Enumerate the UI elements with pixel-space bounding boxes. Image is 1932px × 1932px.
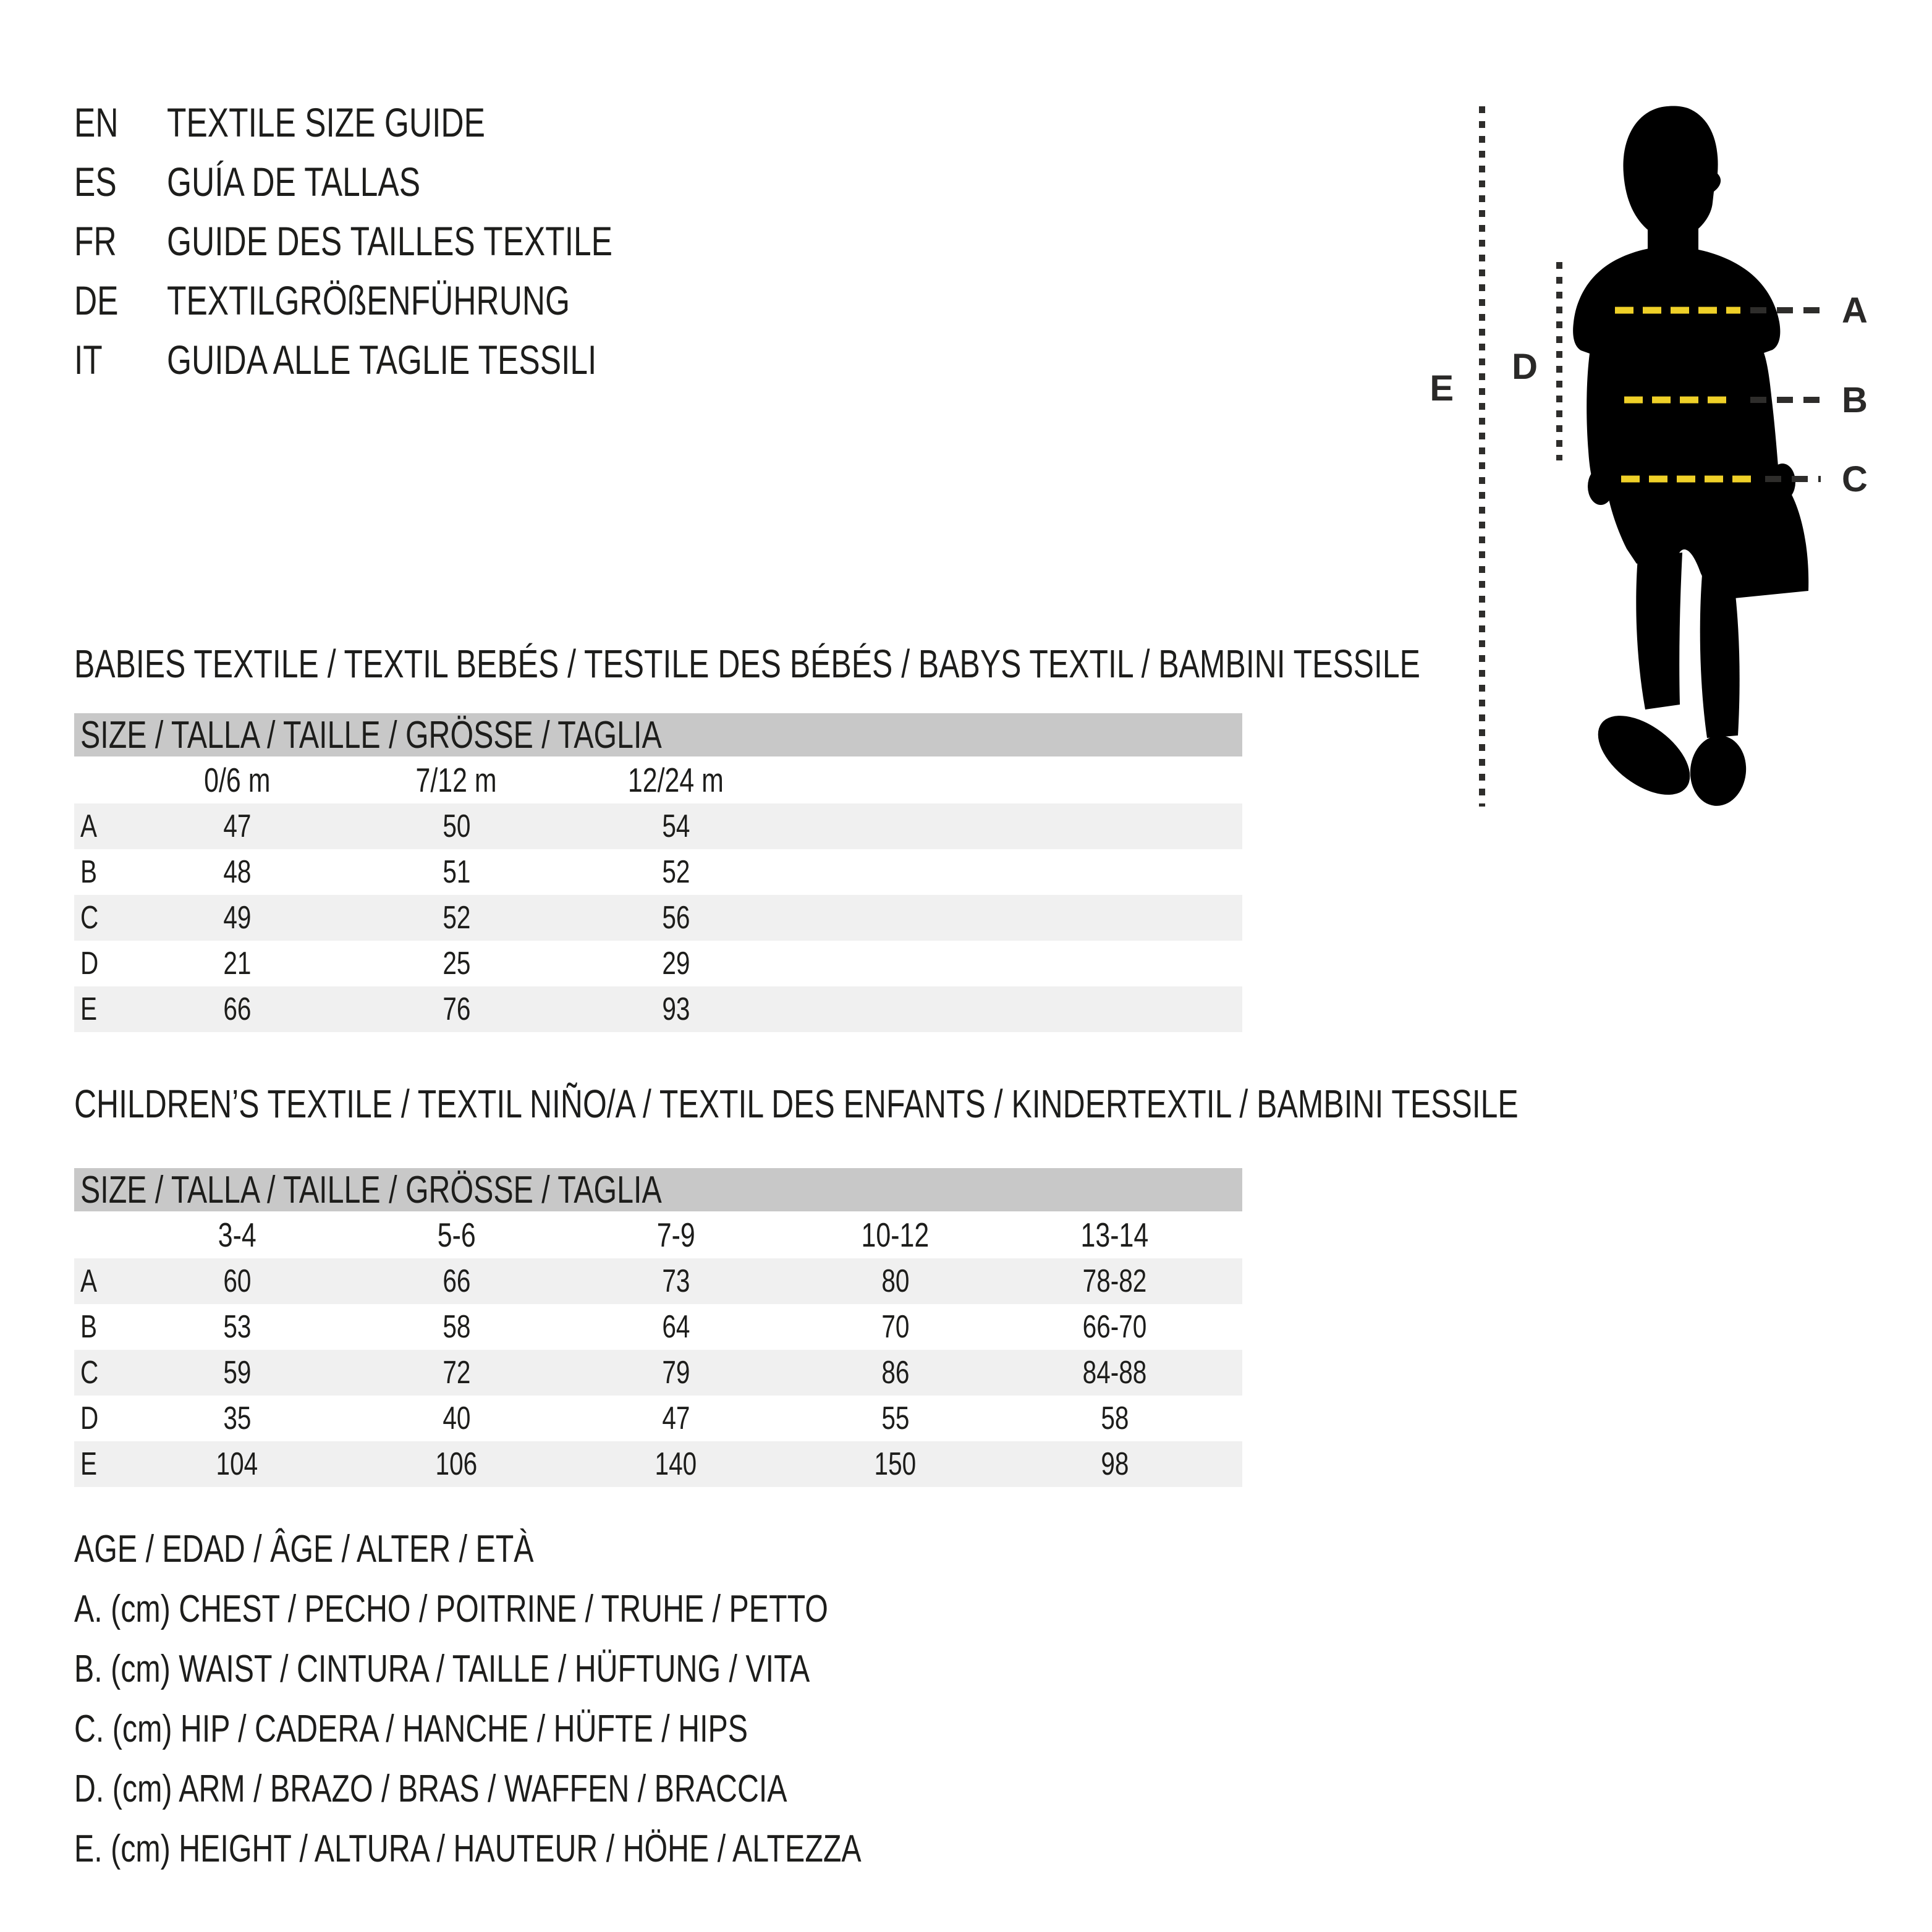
row-label xyxy=(74,945,127,982)
column-header-cell-text: 0/6 m xyxy=(203,761,271,799)
legend-row-text: D. (cm) ARM / BRAZO / BRAS / WAFFEN / BRACCIA xyxy=(74,1768,787,1810)
cell-value xyxy=(566,1263,786,1300)
cell-value-text: 64 xyxy=(661,1309,690,1345)
cell-value-text: 56 xyxy=(661,900,690,936)
row-label-text: C xyxy=(80,1355,99,1391)
legend-row xyxy=(74,1639,1083,1699)
language-code xyxy=(74,99,167,146)
cell-value xyxy=(127,854,347,891)
column-header-row xyxy=(74,1211,1242,1258)
column-header-cell xyxy=(566,760,786,800)
column-header-cell xyxy=(127,760,347,800)
size-header-label: SIZE / TALLA / TAILLE / GRÖSSE / TAGLIA xyxy=(80,1168,662,1211)
cell-value-text: 49 xyxy=(222,900,252,936)
babies-section-heading xyxy=(74,642,1800,686)
cell-value xyxy=(566,991,786,1028)
language-code-text: EN xyxy=(74,100,119,145)
cell-value xyxy=(786,1400,1005,1437)
column-header-cell-text: 7-9 xyxy=(656,1216,695,1254)
language-row xyxy=(74,271,738,330)
legend-row-text: C. (cm) HIP / CADERA / HANCHE / HÜFTE / HIPS xyxy=(74,1708,748,1750)
cell-value-text: 58 xyxy=(1100,1400,1129,1436)
table-row xyxy=(74,1350,1242,1396)
cell-value-text: 140 xyxy=(655,1446,697,1482)
legend-row xyxy=(74,1579,1083,1639)
waist-line-label: B xyxy=(1842,380,1868,420)
language-code xyxy=(74,158,167,205)
cell-value-text: 50 xyxy=(442,808,471,844)
silhouette-torso xyxy=(1573,246,1780,490)
cell-value-text: 47 xyxy=(661,1400,690,1436)
cell-value-text: 104 xyxy=(216,1446,258,1482)
language-title-text: GUIDE DES TAILLES TEXTILE xyxy=(167,218,612,264)
cell-value xyxy=(127,945,347,982)
cell-value xyxy=(347,808,566,845)
language-title-text: GUIDA ALLE TAGLIE TESSILI xyxy=(167,337,597,383)
column-header-cell-text: 3-4 xyxy=(218,1216,256,1254)
cell-value xyxy=(127,1308,347,1345)
language-title xyxy=(167,158,492,205)
cell-value-text: 60 xyxy=(222,1263,252,1299)
language-list xyxy=(74,93,738,389)
cell-value xyxy=(127,1263,347,1300)
language-title-text: GUÍA DE TALLAS xyxy=(167,159,421,205)
cell-value-text: 25 xyxy=(442,946,471,981)
cell-value xyxy=(347,899,566,936)
cell-value-text: 47 xyxy=(222,808,252,844)
cell-value-text: 76 xyxy=(442,991,471,1027)
row-label-text: D xyxy=(80,1400,99,1436)
size-header-label: SIZE / TALLA / TAILLE / GRÖSSE / TAGLIA xyxy=(80,713,662,756)
language-code-text: IT xyxy=(74,337,103,383)
silhouette-left-shoe xyxy=(1584,700,1704,811)
cell-value-text: 80 xyxy=(881,1263,910,1299)
table-row xyxy=(74,1258,1242,1304)
table-row xyxy=(74,803,1242,849)
cell-value xyxy=(1005,1400,1224,1437)
language-code-text: FR xyxy=(74,218,117,264)
cell-value-text: 66 xyxy=(222,991,252,1027)
cell-value xyxy=(786,1354,1005,1391)
cell-value xyxy=(1005,1308,1224,1345)
language-code xyxy=(74,277,167,324)
row-label xyxy=(74,1400,127,1437)
column-header-cell-text: 12/24 m xyxy=(627,761,724,799)
language-code-text: ES xyxy=(74,159,117,205)
column-header-cell xyxy=(127,1215,347,1255)
cell-value-text: 70 xyxy=(881,1309,910,1345)
children-table-rows xyxy=(74,1211,1242,1487)
cell-value-text: 52 xyxy=(442,900,471,936)
table-row xyxy=(74,895,1242,941)
cell-value xyxy=(566,854,786,891)
legend-row-text: AGE / EDAD / ÂGE / ALTER / ETÀ xyxy=(74,1528,534,1570)
cell-value-text: 35 xyxy=(222,1400,252,1436)
row-label-text: A xyxy=(80,1263,98,1299)
cell-value-text: 93 xyxy=(661,991,690,1027)
cell-value xyxy=(127,991,347,1028)
cell-value xyxy=(127,1354,347,1391)
cell-value-text: 66-70 xyxy=(1082,1309,1147,1345)
legend-row xyxy=(74,1699,1083,1759)
cell-value-text: 78-82 xyxy=(1082,1263,1147,1299)
size-header-bar xyxy=(74,713,1242,756)
cell-value-text: 150 xyxy=(874,1446,917,1482)
row-label xyxy=(74,899,127,936)
legend-row xyxy=(74,1519,1083,1579)
legend-row-text: E. (cm) HEIGHT / ALTURA / HAUTEUR / HÖHE / ALTEZZA xyxy=(74,1828,862,1870)
cell-value-text: 72 xyxy=(442,1355,471,1391)
language-row xyxy=(74,93,738,152)
legend-row xyxy=(74,1759,1083,1819)
column-header-cell xyxy=(347,760,566,800)
hip-line-label: C xyxy=(1842,459,1868,499)
row-label-text: D xyxy=(80,946,99,981)
table-row xyxy=(74,941,1242,986)
row-label-text: E xyxy=(80,1446,98,1482)
language-title xyxy=(167,218,738,265)
table-row xyxy=(74,1441,1242,1487)
row-label-text: E xyxy=(80,991,98,1027)
row-label xyxy=(74,1308,127,1345)
cell-value xyxy=(566,1400,786,1437)
row-label xyxy=(74,991,127,1028)
language-code xyxy=(74,218,167,265)
babies-heading-text: BABIES TEXTILE / TEXTIL BEBÉS / TESTILE DES BÉBÉS / BABYS TEXTIL / BAMBINI TESSILE xyxy=(74,642,1420,686)
cell-value xyxy=(566,945,786,982)
cell-value-text: 21 xyxy=(222,946,252,981)
legend-row xyxy=(74,1819,1083,1879)
children-heading-text: CHILDREN’S TEXTILE / TEXTIL NIÑO/A / TEXTIL DES ENFANTS / KINDERTEXTIL / BAMBINI TESSILE xyxy=(74,1082,1519,1126)
cell-value-text: 29 xyxy=(661,946,690,981)
cell-value xyxy=(347,1354,566,1391)
column-header-cell-text: 7/12 m xyxy=(415,761,498,799)
cell-value xyxy=(347,1446,566,1483)
cell-value xyxy=(786,1308,1005,1345)
language-title xyxy=(167,277,684,324)
cell-value xyxy=(566,1308,786,1345)
column-header-cell-text: 13-14 xyxy=(1080,1216,1149,1254)
row-label-text: C xyxy=(80,900,99,936)
cell-value xyxy=(1005,1354,1224,1391)
cell-value-text: 51 xyxy=(442,854,471,890)
measurement-figure xyxy=(1409,93,1932,834)
cell-value xyxy=(566,1354,786,1391)
language-code-text: DE xyxy=(74,278,119,323)
babies-size-table xyxy=(74,713,1242,1032)
row-label-text: A xyxy=(80,808,98,844)
cell-value-text: 84-88 xyxy=(1082,1355,1147,1391)
cell-value xyxy=(1005,1446,1224,1483)
legend-row-text: B. (cm) WAIST / CINTURA / TAILLE / HÜFTUNG / VITA xyxy=(74,1648,810,1690)
children-size-table xyxy=(74,1168,1242,1487)
cell-value xyxy=(566,808,786,845)
cell-value xyxy=(1005,1263,1224,1300)
cell-value-text: 86 xyxy=(881,1355,910,1391)
cell-value-text: 98 xyxy=(1100,1446,1129,1482)
column-header-cell xyxy=(566,1215,786,1255)
cell-value xyxy=(566,899,786,936)
cell-value xyxy=(347,991,566,1028)
cell-value-text: 79 xyxy=(661,1355,690,1391)
language-title xyxy=(167,99,575,146)
legend-row-text: A. (cm) CHEST / PECHO / POITRINE / TRUHE / PETTO xyxy=(74,1588,828,1630)
cell-value xyxy=(347,1263,566,1300)
language-row xyxy=(74,152,738,211)
cell-value xyxy=(127,899,347,936)
row-label xyxy=(74,854,127,891)
cell-value-text: 73 xyxy=(661,1263,690,1299)
cell-value-text: 40 xyxy=(442,1400,471,1436)
row-label xyxy=(74,1263,127,1300)
cell-value xyxy=(347,1400,566,1437)
column-header-cell xyxy=(347,1215,566,1255)
cell-value xyxy=(786,1263,1005,1300)
table-row xyxy=(74,986,1242,1032)
row-label xyxy=(74,808,127,845)
cell-value xyxy=(786,1446,1005,1483)
row-label-text: B xyxy=(80,854,98,890)
language-title-text: TEXTILE SIZE GUIDE xyxy=(167,100,485,145)
language-row xyxy=(74,330,738,389)
cell-value-text: 58 xyxy=(442,1309,471,1345)
column-header-cell xyxy=(1005,1215,1224,1255)
cell-value-text: 54 xyxy=(661,808,690,844)
cell-value-text: 66 xyxy=(442,1263,471,1299)
cell-value-text: 48 xyxy=(222,854,252,890)
cell-value-text: 53 xyxy=(222,1309,252,1345)
chest-line-label: A xyxy=(1842,290,1868,331)
babies-table-rows xyxy=(74,756,1242,1032)
cell-value-text: 59 xyxy=(222,1355,252,1391)
cell-value xyxy=(347,854,566,891)
cell-value xyxy=(347,945,566,982)
language-title xyxy=(167,336,718,383)
cell-value xyxy=(347,1308,566,1345)
language-title-text: TEXTILGRÖßENFÜHRUNG xyxy=(167,278,570,323)
children-section-heading xyxy=(74,1082,1926,1126)
cell-value-text: 52 xyxy=(661,854,690,890)
child-silhouette xyxy=(1573,106,1808,810)
row-label-text: B xyxy=(80,1309,98,1345)
table-row xyxy=(74,1396,1242,1441)
cell-value xyxy=(127,808,347,845)
language-code xyxy=(74,336,167,383)
size-header-bar xyxy=(74,1168,1242,1211)
language-row xyxy=(74,211,738,271)
column-header-row xyxy=(74,756,1242,803)
measurement-legend xyxy=(74,1519,1083,1879)
cell-value xyxy=(566,1446,786,1483)
table-row xyxy=(74,849,1242,895)
cell-value-text: 106 xyxy=(435,1446,478,1482)
column-header-cell-text: 5-6 xyxy=(437,1216,476,1254)
row-label xyxy=(74,1446,127,1483)
cell-value xyxy=(127,1446,347,1483)
cell-value xyxy=(127,1400,347,1437)
cell-value-text: 55 xyxy=(881,1400,910,1436)
height-line-label: E xyxy=(1430,368,1454,409)
column-header-cell xyxy=(786,1215,1005,1255)
row-label xyxy=(74,1354,127,1391)
silhouette-right-shoe xyxy=(1687,733,1749,809)
table-row xyxy=(74,1304,1242,1350)
arm-line-label: D xyxy=(1512,347,1538,387)
column-header-cell-text: 10-12 xyxy=(861,1216,930,1254)
